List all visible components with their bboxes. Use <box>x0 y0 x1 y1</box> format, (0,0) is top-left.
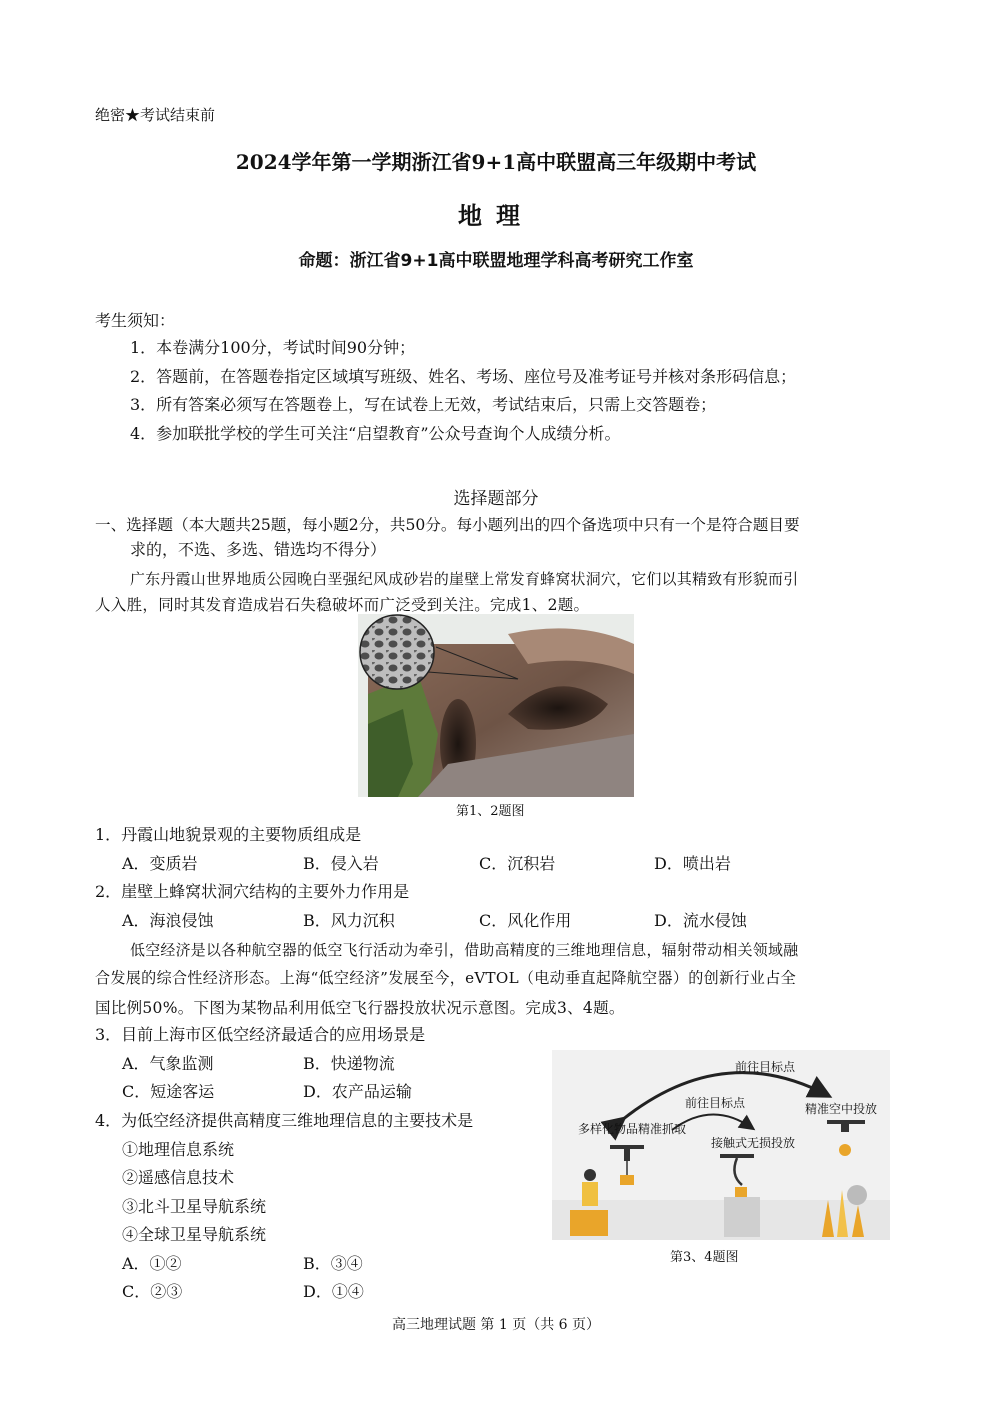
passage-2-line: 低空经济是以各种航空器的低空飞行活动为牵引，借助高精度的三维地理信息，辐射带动相关领域融 <box>130 941 799 959</box>
question-4-item: ①地理信息系统 <box>122 1140 235 1159</box>
question-4-item: ③北斗卫星导航系统 <box>122 1197 267 1216</box>
question-2-option-a[interactable]: A．海浪侵蚀 <box>122 911 214 930</box>
question-2-option-b[interactable]: B．风力沉积 <box>303 911 395 930</box>
question-4-option-a[interactable]: A．①② <box>122 1254 182 1273</box>
subject-title: 地理 <box>458 201 534 230</box>
question-4-stem: 4．为低空经济提供高精度三维地理信息的主要技术是 <box>95 1111 474 1130</box>
danxia-cliff-photo <box>358 614 634 797</box>
passage-2-line: 合发展的综合性经济形态。上海“低空经济”发展至今，eVTOL（电动垂直起降航空器）的创新行业占全 <box>95 969 796 987</box>
figure-2-caption: 第3、4题图 <box>670 1250 739 1265</box>
question-3-stem: 3．目前上海市区低空经济最适合的应用场景是 <box>95 1025 426 1044</box>
question-3-option-d[interactable]: D．农产品运输 <box>303 1082 412 1101</box>
passage-1-line: 人入胜，同时其发育造成岩石失稳破坏而广泛受到关注。完成1、2题。 <box>95 596 590 614</box>
diagram-label-mid: 前往目标点 <box>685 1096 746 1110</box>
passage-1-line: 广东丹霞山世界地质公园晚白垩强纪风成砂岩的崖壁上常发育蜂窝状洞穴，它们以其精致有形貌而引 <box>130 570 799 588</box>
author-line: 命题：浙江省9+1高中联盟地理学科高考研究工作室 <box>298 251 694 271</box>
question-1-stem: 1．丹霞山地貌景观的主要物质组成是 <box>95 825 362 844</box>
diagram-label-center: 接触式无损投放 <box>711 1136 796 1150</box>
question-3-option-b[interactable]: B．快递物流 <box>303 1054 395 1073</box>
question-1-option-d[interactable]: D．喷出岩 <box>654 854 731 873</box>
question-4-item: ②遥感信息技术 <box>122 1168 235 1187</box>
page-footer: 高三地理试题 第 1 页（共 6 页） <box>391 1317 601 1333</box>
notice-item: 4．参加联批学校的学生可关注“启望教育”公众号查询个人成绩分析。 <box>130 424 621 443</box>
question-4-item: ④全球卫星导航系统 <box>122 1225 267 1244</box>
question-3-option-a[interactable]: A．气象监测 <box>122 1054 214 1073</box>
section-part-title: 选择题部分 <box>453 489 539 509</box>
notice-item: 2．答题前，在答题卷指定区域填写班级、姓名、考场、座位号及准考证号并核对条形码信息； <box>130 367 797 386</box>
question-4-option-c[interactable]: C．②③ <box>122 1282 183 1301</box>
diagram-label-left: 多样化物品精准抓取 <box>578 1122 687 1136</box>
question-1-option-b[interactable]: B．侵入岩 <box>303 854 379 873</box>
question-2-stem: 2．崖壁上蜂窝状洞穴结构的主要外力作用是 <box>95 882 410 901</box>
diagram-label-right: 精准空中投放 <box>805 1102 878 1116</box>
figure-1-caption: 第1、2题图 <box>456 804 525 819</box>
question-4-option-b[interactable]: B．③④ <box>303 1254 363 1273</box>
question-2-option-d[interactable]: D．流水侵蚀 <box>654 911 747 930</box>
question-1-option-a[interactable]: A．变质岩 <box>122 854 198 873</box>
drone-delivery-diagram <box>552 1050 890 1240</box>
diagram-label-top: 前往目标点 <box>735 1060 796 1074</box>
exam-title: 2024学年第一学期浙江省9+1高中联盟高三年级期中考试 <box>235 150 757 174</box>
question-4-option-d[interactable]: D．①④ <box>303 1282 364 1301</box>
confidential-mark: 绝密★考试结束前 <box>95 106 216 124</box>
notice-heading: 考生须知： <box>95 311 176 330</box>
question-1-option-c[interactable]: C．沉积岩 <box>479 854 556 873</box>
section-heading-cont: 求的，不选、多选、错选均不得分） <box>130 540 387 559</box>
notice-item: 1．本卷满分100分，考试时间90分钟； <box>130 338 416 357</box>
notice-item: 3．所有答案必须写在答题卷上，写在试卷上无效，考试结束后，只需上交答题卷； <box>130 395 717 414</box>
section-heading: 一、选择题（本大题共25题，每小题2分，共50分。每小题列出的四个备选项中只有一个是符合题目要 <box>95 516 800 534</box>
passage-2-line: 国比例50%。下图为某物品利用低空飞行器投放状况示意图。完成3、4题。 <box>95 999 625 1017</box>
question-2-option-c[interactable]: C．风化作用 <box>479 911 572 930</box>
question-3-option-c[interactable]: C．短途客运 <box>122 1082 215 1101</box>
